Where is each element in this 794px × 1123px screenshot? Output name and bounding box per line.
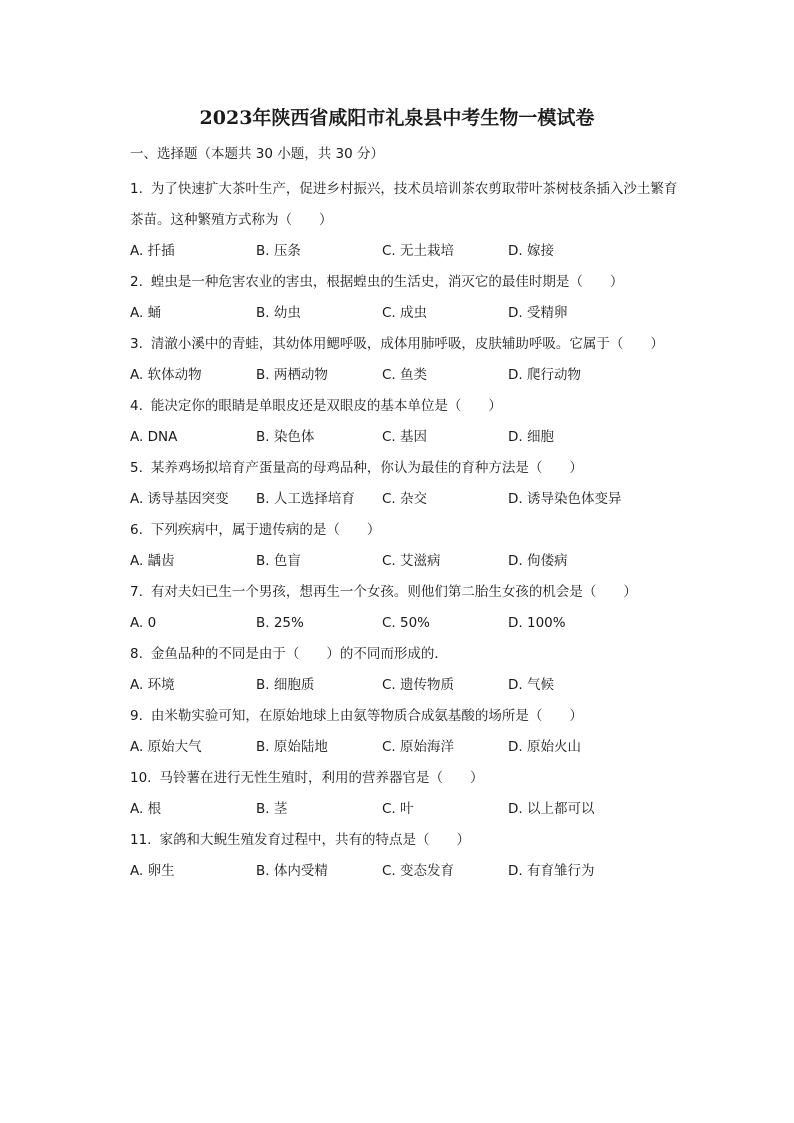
question-stem [130, 174, 690, 236]
option-c: C. 变态发育 [382, 863, 455, 879]
question-number: 10. [130, 770, 152, 786]
question-number: 3. [130, 336, 143, 352]
option-c: C. 基因 [382, 429, 428, 445]
option-b: B. 压条 [256, 243, 301, 259]
option-b: B. 色盲 [256, 553, 301, 569]
exam-title: 2023年陕西省咸阳市礼泉县中考生物一模试卷 [199, 107, 595, 129]
option-c: C. 成虫 [382, 305, 428, 321]
question-item [130, 701, 690, 763]
question-item [130, 763, 690, 825]
option-row [130, 422, 690, 453]
option-d: D. 诱导染色体变异 [508, 491, 622, 507]
option-row [130, 298, 690, 329]
option-c: C. 遗传物质 [382, 677, 455, 693]
option-d: D. 气候 [508, 677, 554, 693]
option-b: B. 幼虫 [256, 305, 301, 321]
question-number: 7. [130, 584, 143, 600]
option-b: B. 两栖动物 [256, 367, 328, 383]
option-b: B. 细胞质 [256, 677, 315, 693]
option-d: D. 爬行动物 [508, 367, 581, 383]
question-stem [130, 763, 690, 794]
question-stem [130, 639, 690, 670]
option-b: B. 人工选择培育 [256, 491, 355, 507]
question-stem [130, 701, 690, 732]
question-text: 马铃薯在进行无性生殖时，利用的营养器官是（ ） [159, 770, 484, 786]
section-heading: 一、选择题（本题共 30 小题，共 30 分） [130, 146, 385, 162]
question-list [130, 174, 690, 887]
question-number: 8. [130, 646, 143, 662]
question-text: 能决定你的眼睛是单眼皮还是双眼皮的基本单位是（ ） [150, 398, 502, 414]
question-item [130, 577, 690, 639]
question-item [130, 825, 690, 887]
question-text: 下列疾病中，属于遗传病的是（ ） [150, 522, 381, 538]
question-text: 某养鸡场拟培育产蛋量高的母鸡品种，你认为最佳的育种方法是（ ） [150, 460, 583, 476]
question-stem [130, 577, 690, 608]
option-a: A. 龋齿 [130, 553, 175, 569]
option-row [130, 794, 690, 825]
option-a: A. DNA [130, 429, 178, 445]
question-item [130, 329, 690, 391]
option-c: C. 原始海洋 [382, 739, 455, 755]
option-a: A. 原始大气 [130, 739, 202, 755]
option-a: A. 卵生 [130, 863, 175, 879]
question-item [130, 174, 690, 267]
option-c: C. 无土栽培 [382, 243, 455, 259]
question-number: 11. [130, 832, 152, 848]
option-c: C. 杂交 [382, 491, 428, 507]
question-stem [130, 825, 690, 856]
option-b: B. 染色体 [256, 429, 315, 445]
question-item [130, 453, 690, 515]
question-item [130, 267, 690, 329]
question-item [130, 515, 690, 577]
option-row [130, 484, 690, 515]
option-a: A. 环境 [130, 677, 175, 693]
option-c: C. 叶 [382, 801, 414, 817]
question-text: 为了快速扩大茶叶生产，促进乡村振兴，技术员培训茶农剪取带叶茶树枝条插入沙土繁育茶苗。这种繁殖方式称为（ ） [130, 181, 678, 228]
question-number: 5. [130, 460, 143, 476]
option-c: C. 鱼类 [382, 367, 428, 383]
question-number: 9. [130, 708, 143, 724]
option-d: D. 受精卵 [508, 305, 568, 321]
option-b: B. 25% [256, 615, 304, 631]
option-a: A. 软体动物 [130, 367, 202, 383]
question-item [130, 639, 690, 701]
question-item [130, 391, 690, 453]
question-number: 1. [130, 181, 143, 197]
option-a: A. 诱导基因突变 [130, 491, 229, 507]
option-b: B. 原始陆地 [256, 739, 328, 755]
option-row [130, 546, 690, 577]
question-stem [130, 391, 690, 422]
question-stem [130, 453, 690, 484]
option-b: B. 体内受精 [256, 863, 328, 879]
option-d: D. 有育雏行为 [508, 863, 595, 879]
option-row [130, 732, 690, 763]
question-number: 2. [130, 274, 143, 290]
option-row [130, 670, 690, 701]
question-text: 清澈小溪中的青蛙，其幼体用鳃呼吸，成体用肺呼吸，皮肤辅助呼吸。它属于（ ） [150, 336, 664, 352]
option-a: A. 根 [130, 801, 162, 817]
option-d: D. 原始火山 [508, 739, 581, 755]
question-stem [130, 329, 690, 360]
question-number: 6. [130, 522, 143, 538]
question-text: 金鱼品种的不同是由于（ ）的不同而形成的． [150, 646, 448, 662]
question-text: 由米勒实验可知，在原始地球上由氨等物质合成氨基酸的场所是（ ） [150, 708, 583, 724]
question-stem [130, 515, 690, 546]
option-b: B. 茎 [256, 801, 288, 817]
question-number: 4. [130, 398, 143, 414]
question-text: 蝗虫是一种危害农业的害虫，根据蝗虫的生活史，消灭它的最佳时期是（ ） [150, 274, 624, 290]
option-a: A. 0 [130, 615, 157, 631]
option-row [130, 856, 690, 887]
option-row [130, 608, 690, 639]
option-d: D. 以上都可以 [508, 801, 595, 817]
option-d: D. 100% [508, 615, 566, 631]
option-c: C. 艾滋病 [382, 553, 441, 569]
option-d: D. 嫁接 [508, 243, 554, 259]
option-c: C. 50% [382, 615, 431, 631]
option-row [130, 360, 690, 391]
question-text: 家鸽和大鲵生殖发育过程中，共有的特点是（ ） [159, 832, 470, 848]
option-a: A. 扦插 [130, 243, 175, 259]
option-d: D. 佝偻病 [508, 553, 568, 569]
question-stem [130, 267, 690, 298]
option-d: D. 细胞 [508, 429, 554, 445]
question-text: 有对夫妇已生一个男孩，想再生一个女孩。则他们第二胎生女孩的机会是（ ） [150, 584, 637, 600]
option-row [130, 236, 690, 267]
option-a: A. 蛹 [130, 305, 162, 321]
